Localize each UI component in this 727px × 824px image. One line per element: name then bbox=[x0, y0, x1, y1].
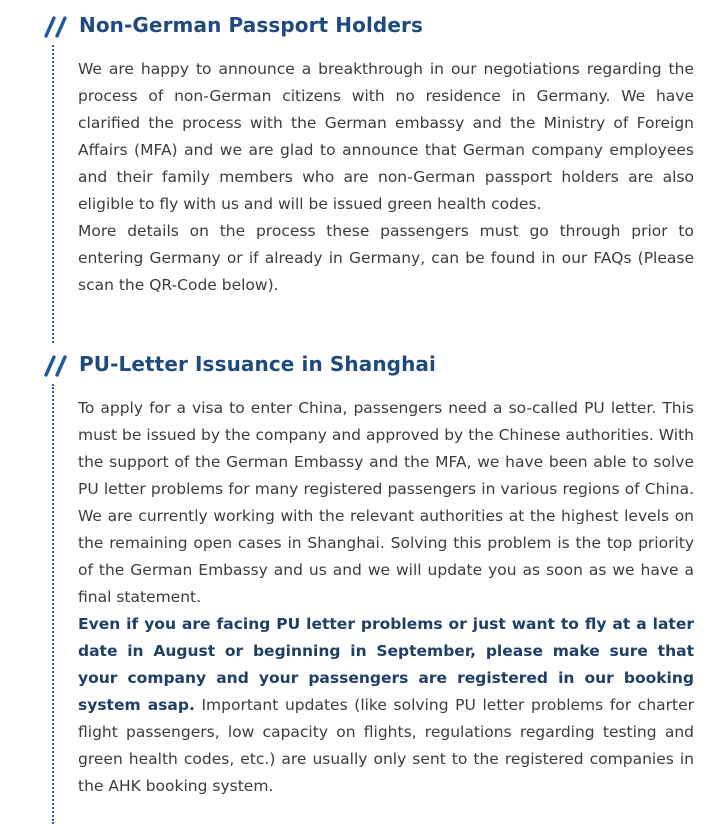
double-slash-icon bbox=[44, 355, 74, 377]
dotted-divider bbox=[52, 45, 54, 343]
paragraph: To apply for a visa to enter China, passengers need a so-called PU letter. This must be issued by the company and approved by the Chinese authorities. With the support of the German Embassy and the MFA, we have been able to solve PU letter problems for many registered passengers in various regions of China. We are currently working with the relevant authorities at the highest levels on the remaining open cases in Shanghai. Solving this problem is the top priority of the German Embassy and us and we will update you as soon as we have a final statement. bbox=[78, 399, 694, 606]
section-pu-letter-issuance bbox=[0, 350, 727, 816]
emphasis-text: Even if you are facing PU letter problems or just want to fly at a later date in August or beginning in September, please make sure that your company and your passengers are registered in our booking system asap. bbox=[78, 615, 694, 714]
dotted-divider bbox=[52, 384, 54, 824]
double-slash-icon bbox=[44, 16, 74, 38]
section-title: Non-German Passport Holders bbox=[79, 13, 423, 37]
section-title: PU-Letter Issuance in Shanghai bbox=[79, 352, 436, 376]
section-body bbox=[78, 56, 694, 299]
section-body bbox=[78, 395, 694, 800]
paragraph-continuation: Important updates (like solving PU letter problems for charter flight passengers, low capacity on flights, regulations regarding testing and green health codes, etc.) are usually only sent to the registered companies in the AHK booking system. bbox=[78, 696, 694, 795]
paragraph-with-emphasis bbox=[78, 611, 694, 800]
paragraph: We are happy to announce a breakthrough in our negotiations regarding the process of non-German citizens with no residence in Germany. We have clarified the process with the German embassy and the Ministry of Foreign Affairs (MFA) and we are glad to announce that German company employees and their family members who are non-German passport holders are also eligible to fly with us and will be issued green health codes. bbox=[78, 60, 694, 213]
section-non-german-passport-holders bbox=[0, 11, 727, 331]
paragraph: More details on the process these passengers must go through prior to entering Germany or if already in Germany, can be found in our FAQs (Please scan the QR-Code below). bbox=[78, 222, 694, 294]
section-heading bbox=[0, 11, 727, 41]
section-heading bbox=[0, 350, 727, 380]
